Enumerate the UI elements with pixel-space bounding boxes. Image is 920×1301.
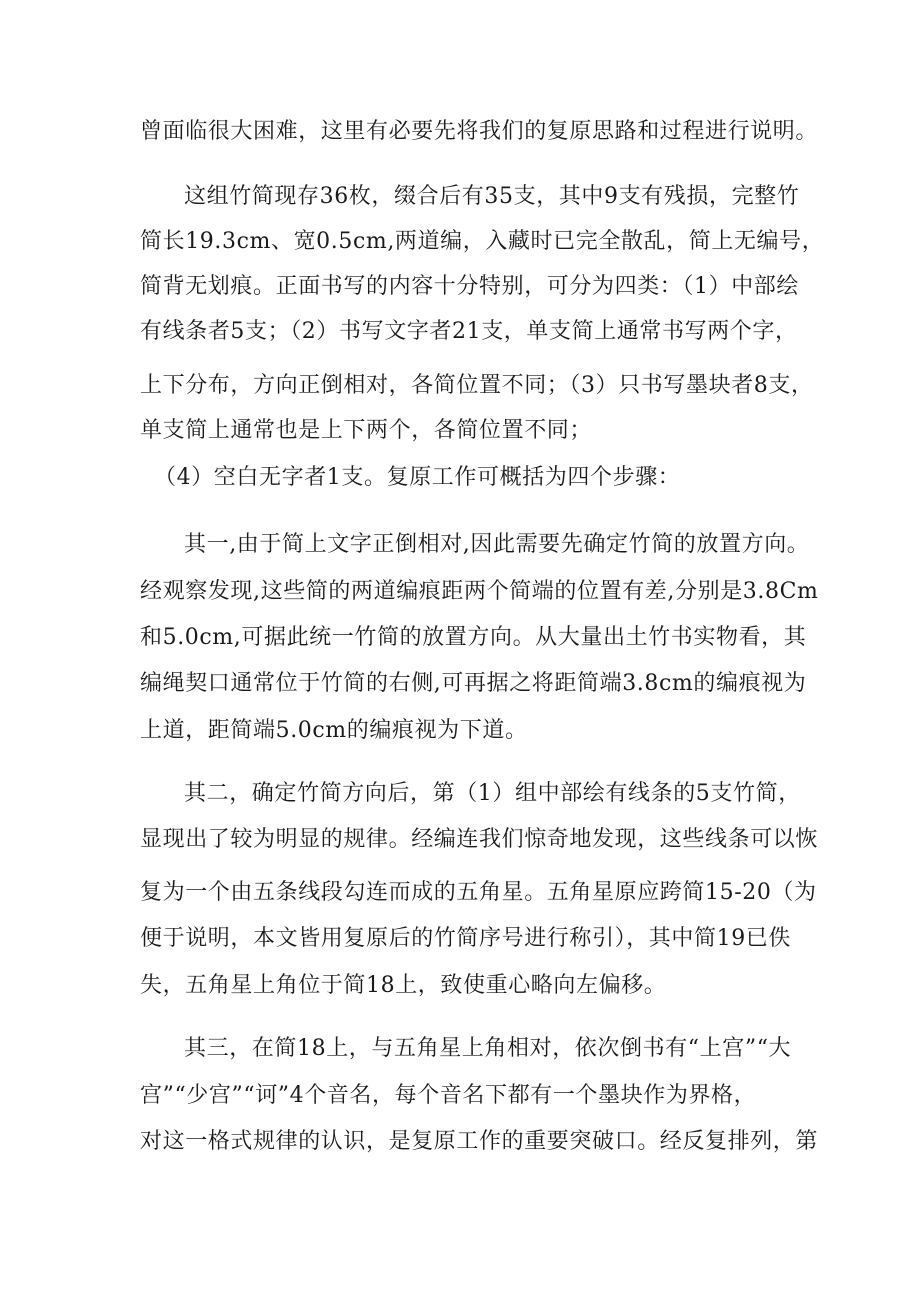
text-line: 失，五角星上角位于简18上，致使重心略向左偏移。 xyxy=(140,973,667,998)
text-line: 宫”“少宫”“诃”4个音名，每个音名下都有一个墨块作为界格， xyxy=(140,1083,757,1108)
text-line: 曾面临很大困难，这里有必要先将我们的复原思路和过程进行说明。 xyxy=(140,119,819,144)
text-line: 复为一个由五条线段勾连而成的五角星。五角星原应跨简15-20（为 xyxy=(140,880,817,905)
text-line: 上道，距简端5.0cm的编痕视为下道。 xyxy=(140,718,528,743)
text-line: 便于说明，本文皆用复原后的竹简序号进行称引），其中简19已佚 xyxy=(140,926,791,951)
text-line: 和5.0cm,可据此统一竹简的放置方向。从大量出土竹书实物看，其 xyxy=(140,625,807,650)
text-line: 显现出了较为明显的规律。经编连我们惊奇地发现，这些线条可以恢 xyxy=(140,827,819,852)
text-line: 经观察发现,这些简的两道编痕距两个简端的位置有差,分别是3.8Cm xyxy=(140,579,819,604)
text-line: 有线条者5支；（2）书写文字者21支，单支简上通常书写两个字， xyxy=(140,319,798,344)
text-line: 简长19.3cm、宽0.5cm,两道编，入藏时已完全散乱，简上无编号， xyxy=(140,229,825,254)
text-line: （4）空白无字者1支。复原工作可概括为四个步骤： xyxy=(154,465,681,490)
text-line: 编绳契口通常位于竹简的右侧,可再据之将距简端3.8cm的编痕视为 xyxy=(140,671,807,696)
text-line: 简背无划痕。正面书写的内容十分特别，可分为四类：（1）中部绘 xyxy=(140,274,799,299)
text-line: 其三，在简18上，与五角星上角相对，依次倒书有“上宫”“大 xyxy=(184,1036,792,1061)
text-line: 单支简上通常也是上下两个，各简位置不同； xyxy=(140,418,593,443)
text-line: 这组竹简现存36枚，缀合后有35支，其中9支有残损，完整竹 xyxy=(184,184,800,209)
text-line: 对这一格式规律的认识，是复原工作的重要突破口。经反复排列，第 xyxy=(140,1129,819,1154)
text-line: 其二，确定竹简方向后，第（1）组中部绘有线条的5支竹简， xyxy=(184,781,801,806)
text-line: 上下分布，方向正倒相对，各简位置不同；（3）只书写墨块者8支， xyxy=(140,373,814,398)
text-line: 其一,由于简上文字正倒相对,因此需要先确定竹简的放置方向。 xyxy=(184,532,810,557)
